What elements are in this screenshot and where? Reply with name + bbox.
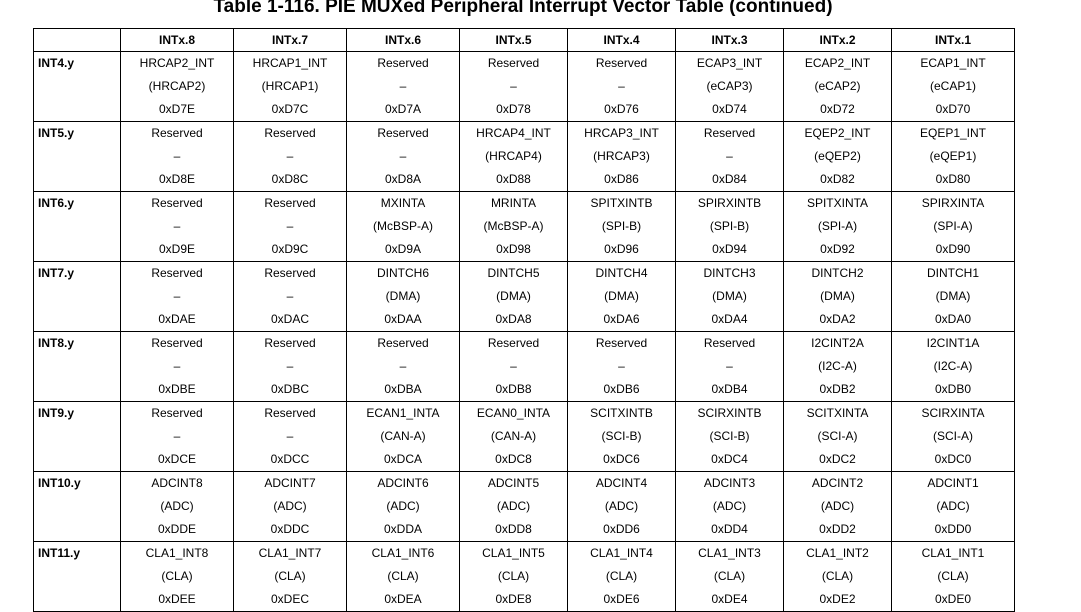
- interrupt-name: ADCINT8: [151, 476, 203, 490]
- interrupt-name: Reserved: [487, 336, 540, 350]
- vector-address: 0xDA0: [934, 312, 972, 326]
- peripheral-name: (HRCAP2): [148, 79, 206, 93]
- peripheral-name: –: [173, 429, 181, 443]
- column-header: INTx.7: [234, 29, 347, 52]
- vector-address: 0xDA6: [603, 312, 640, 326]
- vector-address: 0xDCA: [383, 452, 422, 466]
- vector-address: 0xD7C: [271, 102, 309, 116]
- header-row: [34, 29, 1015, 52]
- interrupt-name: EQEP1_INT: [919, 126, 987, 140]
- vector-address: 0xDB4: [711, 382, 748, 396]
- row-label: INT4.y: [34, 52, 121, 122]
- peripheral-name: (SCI-A): [933, 429, 973, 443]
- interrupt-name: SPIRXINTA: [921, 196, 985, 210]
- interrupt-name: Reserved: [487, 56, 540, 70]
- peripheral-name: –: [286, 289, 294, 303]
- vector-cell: [121, 52, 234, 122]
- vector-cell: [460, 262, 568, 332]
- table-title: Table 1-116. PIE MUXed Peripheral Interrupt Vector Table (continued): [213, 0, 833, 17]
- peripheral-name: (ADC): [712, 499, 747, 513]
- vector-address: 0xD9C: [271, 242, 309, 256]
- interrupt-name: ADCINT5: [487, 476, 540, 490]
- vector-cell: [568, 472, 676, 542]
- vector-address: 0xD8C: [271, 172, 309, 186]
- interrupt-name: Reserved: [595, 56, 648, 70]
- vector-address: 0xD9A: [384, 242, 422, 256]
- interrupt-name: DINTCH2: [811, 266, 864, 280]
- peripheral-name: (HRCAP4): [485, 149, 542, 163]
- interrupt-name: ECAP2_INT: [804, 56, 871, 70]
- peripheral-name: (CLA): [161, 569, 193, 583]
- peripheral-name: (SCI-B): [709, 429, 750, 443]
- vector-cell: [676, 542, 784, 612]
- peripheral-name: (DMA): [935, 289, 971, 303]
- vector-cell: [121, 542, 234, 612]
- interrupt-name: DINTCH4: [595, 266, 648, 280]
- vector-cell: [676, 192, 784, 262]
- peripheral-name: (SPI-A): [933, 219, 973, 233]
- vector-cell: [892, 542, 1015, 612]
- vector-address: 0xDEA: [384, 592, 422, 606]
- peripheral-name: (SPI-B): [709, 219, 750, 233]
- vector-cell: [121, 262, 234, 332]
- interrupt-name: SCITXINTB: [590, 406, 653, 420]
- table-row: [34, 332, 1015, 402]
- column-header: INTx.4: [568, 29, 676, 52]
- peripheral-name: (DMA): [712, 289, 747, 303]
- vector-address: 0xDA2: [819, 312, 856, 326]
- vector-cell: [460, 542, 568, 612]
- column-header: INTx.1: [892, 29, 1015, 52]
- peripheral-name: (HRCAP3): [593, 149, 650, 163]
- peripheral-name: (eCAP3): [706, 79, 753, 93]
- vector-cell: [121, 332, 234, 402]
- vector-address: 0xDBC: [270, 382, 309, 396]
- vector-cell: [568, 542, 676, 612]
- vector-address: 0xD7E: [158, 102, 196, 116]
- vector-address: 0xD86: [604, 172, 639, 186]
- vector-cell: [460, 472, 568, 542]
- vector-address: 0xDE4: [711, 592, 748, 606]
- interrupt-name: DINTCH5: [487, 266, 540, 280]
- vector-cell: [784, 52, 892, 122]
- vector-address: 0xD70: [935, 102, 971, 116]
- peripheral-name: (DMA): [820, 289, 855, 303]
- vector-address: 0xD92: [820, 242, 855, 256]
- vector-address: 0xD76: [604, 102, 639, 116]
- vector-address: 0xDE8: [495, 592, 532, 606]
- vector-cell: [460, 192, 568, 262]
- vector-address: 0xDE0: [934, 592, 972, 606]
- interrupt-name: ECAN1_INTA: [366, 406, 440, 420]
- vector-cell: [234, 262, 347, 332]
- vector-cell: [121, 472, 234, 542]
- peripheral-name: (CLA): [387, 569, 419, 583]
- peripheral-name: (CLA): [274, 569, 306, 583]
- peripheral-name: (ADC): [386, 499, 420, 513]
- interrupt-name: Reserved: [703, 336, 756, 350]
- row-label: INT10.y: [34, 472, 121, 542]
- vector-cell: [347, 472, 460, 542]
- peripheral-name: –: [173, 289, 181, 303]
- peripheral-name: (ADC): [936, 499, 970, 513]
- vector-address: 0xDE2: [819, 592, 856, 606]
- interrupt-name: DINTCH6: [376, 266, 429, 280]
- peripheral-name: –: [286, 149, 294, 163]
- vector-address: 0xDB0: [934, 382, 972, 396]
- vector-cell: [568, 332, 676, 402]
- vector-address: 0xDBE: [158, 382, 196, 396]
- vector-cell: [234, 332, 347, 402]
- vector-cell: [568, 402, 676, 472]
- peripheral-name: –: [286, 359, 294, 373]
- vector-cell: [234, 542, 347, 612]
- vector-cell: [892, 472, 1015, 542]
- column-header: INTx.6: [347, 29, 460, 52]
- peripheral-name: –: [618, 359, 625, 373]
- peripheral-name: –: [726, 359, 733, 373]
- vector-address: 0xDAA: [384, 312, 422, 326]
- column-header: INTx.2: [784, 29, 892, 52]
- interrupt-name: Reserved: [264, 406, 316, 420]
- vector-cell: [784, 192, 892, 262]
- vector-address: 0xDC8: [495, 452, 532, 466]
- peripheral-name: (ADC): [160, 499, 194, 513]
- interrupt-name: Reserved: [377, 126, 429, 140]
- vector-cell: [347, 192, 460, 262]
- vector-address: 0xD96: [604, 242, 639, 256]
- table-row: [34, 472, 1015, 542]
- vector-address: 0xD88: [496, 172, 531, 186]
- interrupt-name: HRCAP4_INT: [476, 126, 551, 140]
- vector-address: 0xDC0: [934, 452, 972, 466]
- vector-address: 0xDD2: [819, 522, 856, 536]
- vector-address: 0xD8A: [384, 172, 422, 186]
- peripheral-name: (eCAP1): [929, 79, 976, 93]
- interrupt-name: SPIRXINTB: [697, 196, 762, 210]
- vector-address: 0xD7A: [384, 102, 422, 116]
- vector-address: 0xD84: [712, 172, 747, 186]
- vector-cell: [234, 402, 347, 472]
- peripheral-name: (McBSP-A): [373, 219, 433, 233]
- interrupt-name: SCIRXINTA: [921, 406, 985, 420]
- vector-address: 0xDDE: [157, 522, 196, 536]
- row-label: INT9.y: [34, 402, 121, 472]
- peripheral-name: –: [399, 359, 407, 373]
- peripheral-name: (I2C-A): [818, 359, 857, 373]
- interrupt-name: CLA1_INT8: [145, 546, 209, 560]
- table-row: [34, 52, 1015, 122]
- vector-address: 0xDB6: [603, 382, 640, 396]
- vector-address: 0xDB2: [819, 382, 856, 396]
- peripheral-name: (HRCAP1): [261, 79, 319, 93]
- vector-cell: [460, 122, 568, 192]
- vector-cell: [784, 542, 892, 612]
- vector-address: 0xDEC: [270, 592, 309, 606]
- vector-cell: [892, 332, 1015, 402]
- interrupt-name: ECAP3_INT: [696, 56, 763, 70]
- peripheral-name: (DMA): [604, 289, 639, 303]
- peripheral-name: –: [618, 79, 625, 93]
- peripheral-name: –: [286, 429, 294, 443]
- peripheral-name: (CAN-A): [490, 429, 537, 443]
- peripheral-name: (SPI-A): [817, 219, 858, 233]
- vector-cell: [676, 52, 784, 122]
- peripheral-name: (McBSP-A): [483, 219, 544, 233]
- vector-address: 0xDDC: [270, 522, 310, 536]
- vector-cell: [568, 52, 676, 122]
- peripheral-name: (CLA): [821, 569, 854, 583]
- vector-cell: [784, 262, 892, 332]
- interrupt-name: CLA1_INT3: [698, 546, 761, 560]
- interrupt-name: EQEP2_INT: [804, 126, 871, 140]
- vector-address: 0xD82: [820, 172, 855, 186]
- peripheral-name: –: [510, 359, 517, 373]
- vector-cell: [676, 332, 784, 402]
- peripheral-name: –: [173, 359, 181, 373]
- vector-address: 0xDC6: [603, 452, 640, 466]
- vector-cell: [460, 402, 568, 472]
- interrupt-name: CLA1_INT1: [921, 546, 985, 560]
- interrupt-name: Reserved: [151, 126, 203, 140]
- column-header: INTx.8: [121, 29, 234, 52]
- vector-address: 0xDCC: [270, 452, 310, 466]
- peripheral-name: (CLA): [937, 569, 969, 583]
- vector-address: 0xDBA: [384, 382, 422, 396]
- vector-cell: [121, 402, 234, 472]
- interrupt-name: Reserved: [703, 126, 756, 140]
- vector-cell: [234, 122, 347, 192]
- vector-address: 0xDC2: [819, 452, 856, 466]
- vector-cell: [784, 472, 892, 542]
- vector-cell: [347, 332, 460, 402]
- vector-address: 0xD80: [935, 172, 971, 186]
- table-row: [34, 192, 1015, 262]
- interrupt-name: SCIRXINTB: [697, 406, 762, 420]
- vector-cell: [347, 542, 460, 612]
- interrupt-name: Reserved: [595, 336, 648, 350]
- interrupt-name: Reserved: [264, 126, 316, 140]
- peripheral-name: (SCI-B): [601, 429, 642, 443]
- vector-address: 0xD9E: [158, 242, 196, 256]
- table-row: [34, 402, 1015, 472]
- vector-address: 0xD94: [712, 242, 747, 256]
- peripheral-name: (CLA): [713, 569, 746, 583]
- interrupt-name: ADCINT7: [264, 476, 316, 490]
- vector-address: 0xDD0: [934, 522, 972, 536]
- interrupt-name: ADCINT1: [927, 476, 979, 490]
- vector-cell: [892, 192, 1015, 262]
- interrupt-name: ADCINT6: [377, 476, 429, 490]
- vector-address: 0xDE6: [603, 592, 640, 606]
- peripheral-name: (CLA): [605, 569, 638, 583]
- vector-cell: [460, 52, 568, 122]
- vector-address: 0xDB8: [495, 382, 532, 396]
- interrupt-name: ECAN0_INTA: [476, 406, 551, 420]
- peripheral-name: (eQEP2): [814, 149, 861, 163]
- vector-cell: [234, 192, 347, 262]
- interrupt-name: SPITXINTA: [806, 196, 869, 210]
- vector-address: 0xDAE: [158, 312, 196, 326]
- vector-cell: [568, 122, 676, 192]
- interrupt-name: Reserved: [377, 56, 429, 70]
- peripheral-name: –: [399, 149, 407, 163]
- interrupt-name: ADCINT2: [811, 476, 864, 490]
- table-row: [34, 262, 1015, 332]
- peripheral-name: (SPI-B): [601, 219, 642, 233]
- interrupt-name: ECAP1_INT: [920, 56, 986, 70]
- peripheral-name: (DMA): [385, 289, 421, 303]
- interrupt-name: Reserved: [151, 336, 203, 350]
- vector-address: 0xD78: [496, 102, 531, 116]
- vector-cell: [234, 472, 347, 542]
- vector-cell: [121, 192, 234, 262]
- interrupt-name: CLA1_INT6: [371, 546, 435, 560]
- peripheral-name: (I2C-A): [933, 359, 973, 373]
- vector-address: 0xD8E: [158, 172, 196, 186]
- peripheral-name: (ADC): [604, 499, 639, 513]
- vector-cell: [676, 122, 784, 192]
- interrupt-name: DINTCH1: [926, 266, 979, 280]
- interrupt-name: Reserved: [151, 406, 203, 420]
- vector-cell: [676, 402, 784, 472]
- peripheral-name: –: [399, 79, 407, 93]
- vector-address: 0xDD6: [603, 522, 640, 536]
- interrupt-name: DINTCH3: [703, 266, 756, 280]
- interrupt-name: CLA1_INT4: [590, 546, 653, 560]
- vector-address: 0xDD4: [711, 522, 748, 536]
- vector-cell: [784, 402, 892, 472]
- vector-address: 0xD98: [496, 242, 531, 256]
- vector-address: 0xDD8: [495, 522, 532, 536]
- row-label: INT7.y: [34, 262, 121, 332]
- row-label: INT11.y: [34, 542, 121, 612]
- peripheral-name: (ADC): [820, 499, 855, 513]
- peripheral-name: (ADC): [496, 499, 531, 513]
- table-row: [34, 122, 1015, 192]
- interrupt-name: I2CINT2A: [811, 336, 864, 350]
- interrupt-name: I2CINT1A: [926, 336, 980, 350]
- interrupt-name: Reserved: [264, 266, 316, 280]
- peripheral-name: (DMA): [496, 289, 531, 303]
- interrupt-name: ADCINT4: [595, 476, 648, 490]
- peripheral-name: –: [173, 149, 181, 163]
- peripheral-name: (CAN-A): [380, 429, 426, 443]
- interrupt-name: HRCAP3_INT: [584, 126, 659, 140]
- vector-cell: [347, 402, 460, 472]
- interrupt-name: MXINTA: [380, 196, 426, 210]
- vector-address: 0xD72: [820, 102, 855, 116]
- vector-address: 0xDAC: [270, 312, 309, 326]
- interrupt-name: SCITXINTA: [806, 406, 869, 420]
- peripheral-name: –: [173, 219, 181, 233]
- interrupt-name: HRCAP2_INT: [139, 56, 215, 70]
- column-header: INTx.5: [460, 29, 568, 52]
- peripheral-name: (CLA): [497, 569, 530, 583]
- vector-cell: [676, 262, 784, 332]
- interrupt-name: ADCINT3: [703, 476, 756, 490]
- vector-address: 0xD74: [712, 102, 747, 116]
- interrupt-name: Reserved: [151, 266, 203, 280]
- interrupt-name: Reserved: [264, 336, 316, 350]
- vector-cell: [347, 122, 460, 192]
- table-row: [34, 542, 1015, 612]
- peripheral-name: (ADC): [273, 499, 307, 513]
- interrupt-name: Reserved: [377, 336, 429, 350]
- vector-cell: [460, 332, 568, 402]
- peripheral-name: –: [286, 219, 294, 233]
- vector-cell: [892, 122, 1015, 192]
- row-label: INT5.y: [34, 122, 121, 192]
- peripheral-name: –: [510, 79, 517, 93]
- vector-cell: [568, 192, 676, 262]
- interrupt-name: HRCAP1_INT: [252, 56, 328, 70]
- vector-cell: [347, 262, 460, 332]
- interrupt-name: CLA1_INT7: [258, 546, 322, 560]
- row-label: INT8.y: [34, 332, 121, 402]
- interrupt-name: Reserved: [264, 196, 316, 210]
- vector-cell: [234, 52, 347, 122]
- vector-cell: [121, 122, 234, 192]
- vector-address: 0xD90: [935, 242, 971, 256]
- vector-address: 0xDEE: [158, 592, 196, 606]
- vector-address: 0xDDA: [383, 522, 422, 536]
- vector-cell: [892, 402, 1015, 472]
- vector-address: 0xDA8: [495, 312, 532, 326]
- vector-cell: [784, 332, 892, 402]
- vector-cell: [892, 262, 1015, 332]
- vector-address: 0xDCE: [157, 452, 196, 466]
- peripheral-name: (eCAP2): [814, 79, 861, 93]
- interrupt-name: MRINTA: [490, 196, 537, 210]
- peripheral-name: –: [726, 149, 733, 163]
- interrupt-vector-table: [33, 28, 1015, 612]
- vector-cell: [784, 122, 892, 192]
- interrupt-name: SPITXINTB: [590, 196, 653, 210]
- peripheral-name: (SCI-A): [817, 429, 858, 443]
- interrupt-name: CLA1_INT5: [482, 546, 545, 560]
- table-body: [34, 52, 1015, 612]
- vector-address: 0xDA4: [711, 312, 748, 326]
- column-header: INTx.3: [676, 29, 784, 52]
- row-label: INT6.y: [34, 192, 121, 262]
- peripheral-name: (eQEP1): [929, 149, 977, 163]
- vector-cell: [892, 52, 1015, 122]
- vector-cell: [676, 472, 784, 542]
- interrupt-name: CLA1_INT2: [806, 546, 869, 560]
- interrupt-name: Reserved: [151, 196, 203, 210]
- vector-cell: [347, 52, 460, 122]
- vector-cell: [568, 262, 676, 332]
- header-corner: [34, 29, 121, 52]
- vector-address: 0xDC4: [711, 452, 748, 466]
